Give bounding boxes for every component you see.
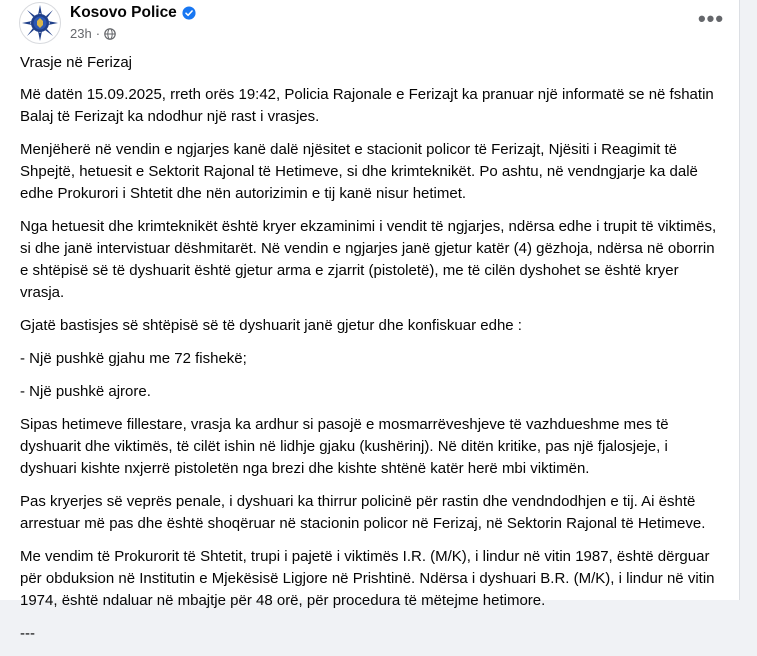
page-name-row [70, 4, 196, 22]
verified-badge-icon [182, 6, 196, 20]
avatar[interactable] [19, 2, 61, 44]
post-paragraph: Menjëherë në vendin e ngjarjes kanë dalë njësitet e stacionit policor të Ferizajt, Njësiti i Reagimit të Shpejtë, hetuesit e Sektorit Rajonal të Hetimeve, si dhe krimteknikët. Po ashtu, në vendngjarje ka dalë edhe Prokurori i Shtetit dhe nën autorizimin e tij kanë nisur hetimet. [20, 141, 698, 202]
globe-icon[interactable] [104, 28, 116, 40]
post-list-item: - Një pushkë ajrore. [20, 383, 151, 400]
post-timestamp[interactable]: 23h [70, 26, 92, 41]
post-divider-text: --- [20, 625, 35, 642]
post-body [20, 52, 725, 656]
post-paragraph: Sipas hetimeve fillestare, vrasja ka ardhur si pasojë e mosmarrëveshjeve të vazhdueshme mes të dyshuarit dhe viktimës, të cilët ishin në lidhje gjaku (kushërinj). Në ditën kritike, pas një fjalosjeje, i dyshuari kishte nxjerrë pistoletën nga brezi dhe kishte shtënë katër herë mbi viktimën. [20, 416, 669, 477]
post-paragraph: Me vendim të Prokurorit të Shtetit, trupi i pajetë i viktimës I.R. (M/K), i lindur në vitin 1987, është dërguar për obduksion në Institutin e Mjekësisë Ligjore në Prishtinë. Ndërsa i dyshuari B.R. (M/K), i lindur në vitin 1974, është ndaluar në mbajtje për 48 orë, për procedura të mëtejme hetimore. [20, 548, 715, 609]
post-header [0, 0, 739, 52]
meta-separator: · [95, 26, 101, 41]
police-emblem-icon [20, 3, 60, 43]
post-title: Vrasje në Ferizaj [20, 54, 132, 71]
post-paragraph: Më datën 15.09.2025, rreth orës 19:42, Policia Rajonale e Ferizajt ka pranuar një informatë se në fshatin Balaj të Ferizajt ka ndodhur një rast i vrasjes. [20, 86, 714, 125]
post-paragraph: Gjatë bastisjes së shtëpisë së të dyshuarit janë gjetur dhe konfiskuar edhe : [20, 317, 522, 334]
post-list-item: - Një pushkë gjahu me 72 fishekë; [20, 350, 247, 367]
more-options-icon: ••• [697, 6, 725, 31]
post-paragraph: Pas kryerjes së veprës penale, i dyshuari ka thirrur policinë për rastin dhe vendndodhjen e tij. Ai është arrestuar më pas dhe është shoqëruar në stacionin policor në Ferizaj, në Sektorin Rajonal të Hetimeve. [20, 493, 706, 532]
page-name[interactable]: Kosovo Police [70, 4, 177, 21]
post-paragraph: Nga hetuesit dhe krimteknikët është kryer ekzaminimi i vendit të ngjarjes, ndërsa edhe i trupit të viktimës, si dhe janë intervistuar dëshmitarët. Në vendin e ngjarjes janë gjetur katër (4) gëzhoja, ndërsa në oborrin e shtëpisë së të dyshuarit është gjetur arma e zjarrit (pistoletë), me të cilën dyshohet se është kryer vrasja. [20, 218, 717, 301]
post-meta [70, 26, 116, 41]
more-options-button[interactable] [694, 6, 728, 40]
